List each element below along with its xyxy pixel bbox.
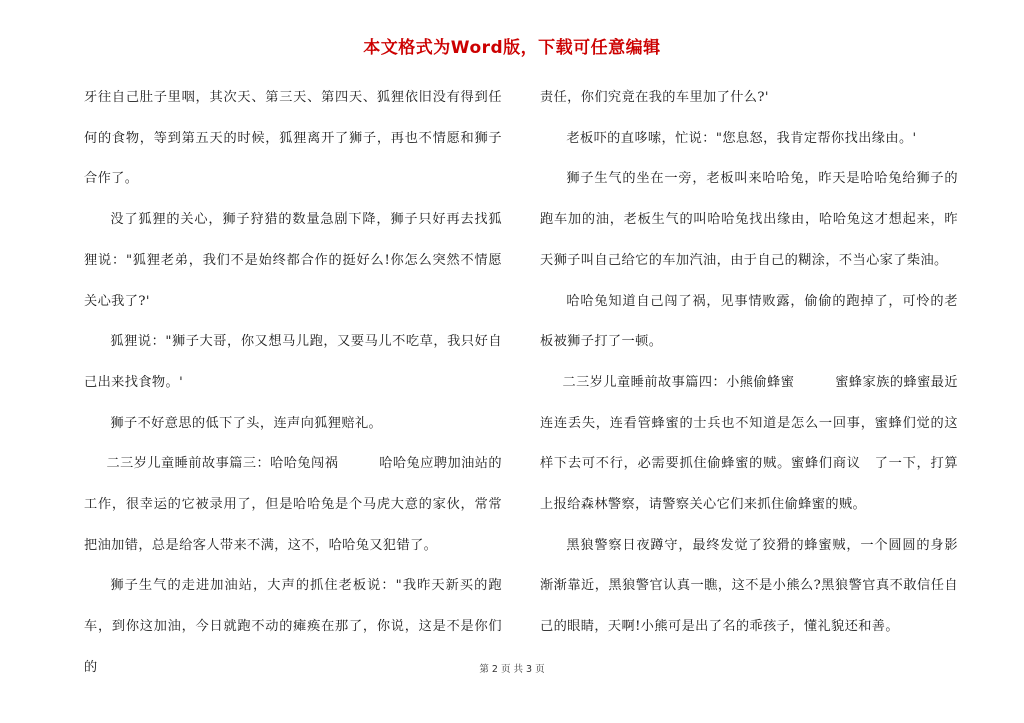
- paragraph: 狐狸说："狮子大哥，你又想马儿跑，又要马儿不吃草，我只好自己出来找食物。': [84, 334, 502, 390]
- paragraph: 狮子不好意思的低下了头，连声向狐狸赔礼。: [110, 415, 383, 431]
- paragraph: 黑狼警察日夜蹲守，最终发觉了狡猾的蜂蜜贼，一个圆圆的身影渐渐靠近，黑狼警官认真一瞧，这不是小熊么?黑狼警官真不敢信任自己的眼睛，天啊!小熊可是出了名的乖孩子，懂礼貌还和善。: [540, 537, 958, 635]
- document-banner: 本文格式为Word版，下载可任意编辑: [363, 38, 661, 58]
- paragraph: 老板吓的直哆嗦，忙说："您息怒，我肯定帮你找出缘由。': [566, 130, 917, 146]
- paragraph: 责任，你们究竟在我的车里加了什么?': [540, 90, 769, 105]
- right-column: [540, 78, 958, 648]
- paragraph: 牙往自己肚子里咽，其次天、第三天、第四天、狐狸依旧没有得到任何的食物，等到第五天的时候，狐狸离开了狮子，再也不情愿和狮子合作了。: [84, 90, 502, 187]
- paragraph: 哈哈兔知道自己闯了祸，见事情败露，偷偷的跑掉了，可怜的老板被狮子打了一顿。: [540, 293, 958, 350]
- page-number: 第 2 页 共 3 页: [479, 664, 545, 675]
- paragraph: 没了狐狸的关心，狮子狩猎的数量急剧下降，狮子只好再去找狐狸说："狐狸老弟，我们不是始终都合作的挺好么!你怎么突然不情愿关心我了?': [84, 212, 502, 309]
- story-heading-paragraph: 二三岁儿童睡前故事篇四：小熊偷蜂蜜 蜜蜂家族的蜂蜜最近连连丢失，连看管蜂蜜的士兵也不知道是怎么一回事，蜜蜂们觉的这样下去可不行，必需要抓住偷蜂蜜的贼。蜜蜂们商议 了一下，打算上报给森林警察，请警察关心它们来抓住偷蜂蜜的贼。: [540, 374, 958, 513]
- paragraph: 狮子生气的走进加油站，大声的抓住老板说："我昨天新买的跑车，到你这加油，今日就跑不动的瘫痪在那了，你说，这是不是你们的: [84, 578, 502, 675]
- left-column: [84, 78, 502, 689]
- story-heading-paragraph: 二三岁儿童睡前故事篇三：哈哈兔闯祸 哈哈兔应聘加油站的工作，很幸运的它被录用了，但是哈哈兔是个马虎大意的家伙，常常把油加错，总是给客人带来不满，这不，哈哈兔又犯错了。: [84, 456, 502, 553]
- paragraph: 狮子生气的坐在一旁，老板叫来哈哈兔，昨天是哈哈兔给狮子的跑车加的油，老板生气的叫哈哈兔找出缘由，哈哈兔这才想起来，昨天狮子叫自己给它的车加汽油，由于自己的糊涂，不当心家了柴油。: [540, 171, 958, 268]
